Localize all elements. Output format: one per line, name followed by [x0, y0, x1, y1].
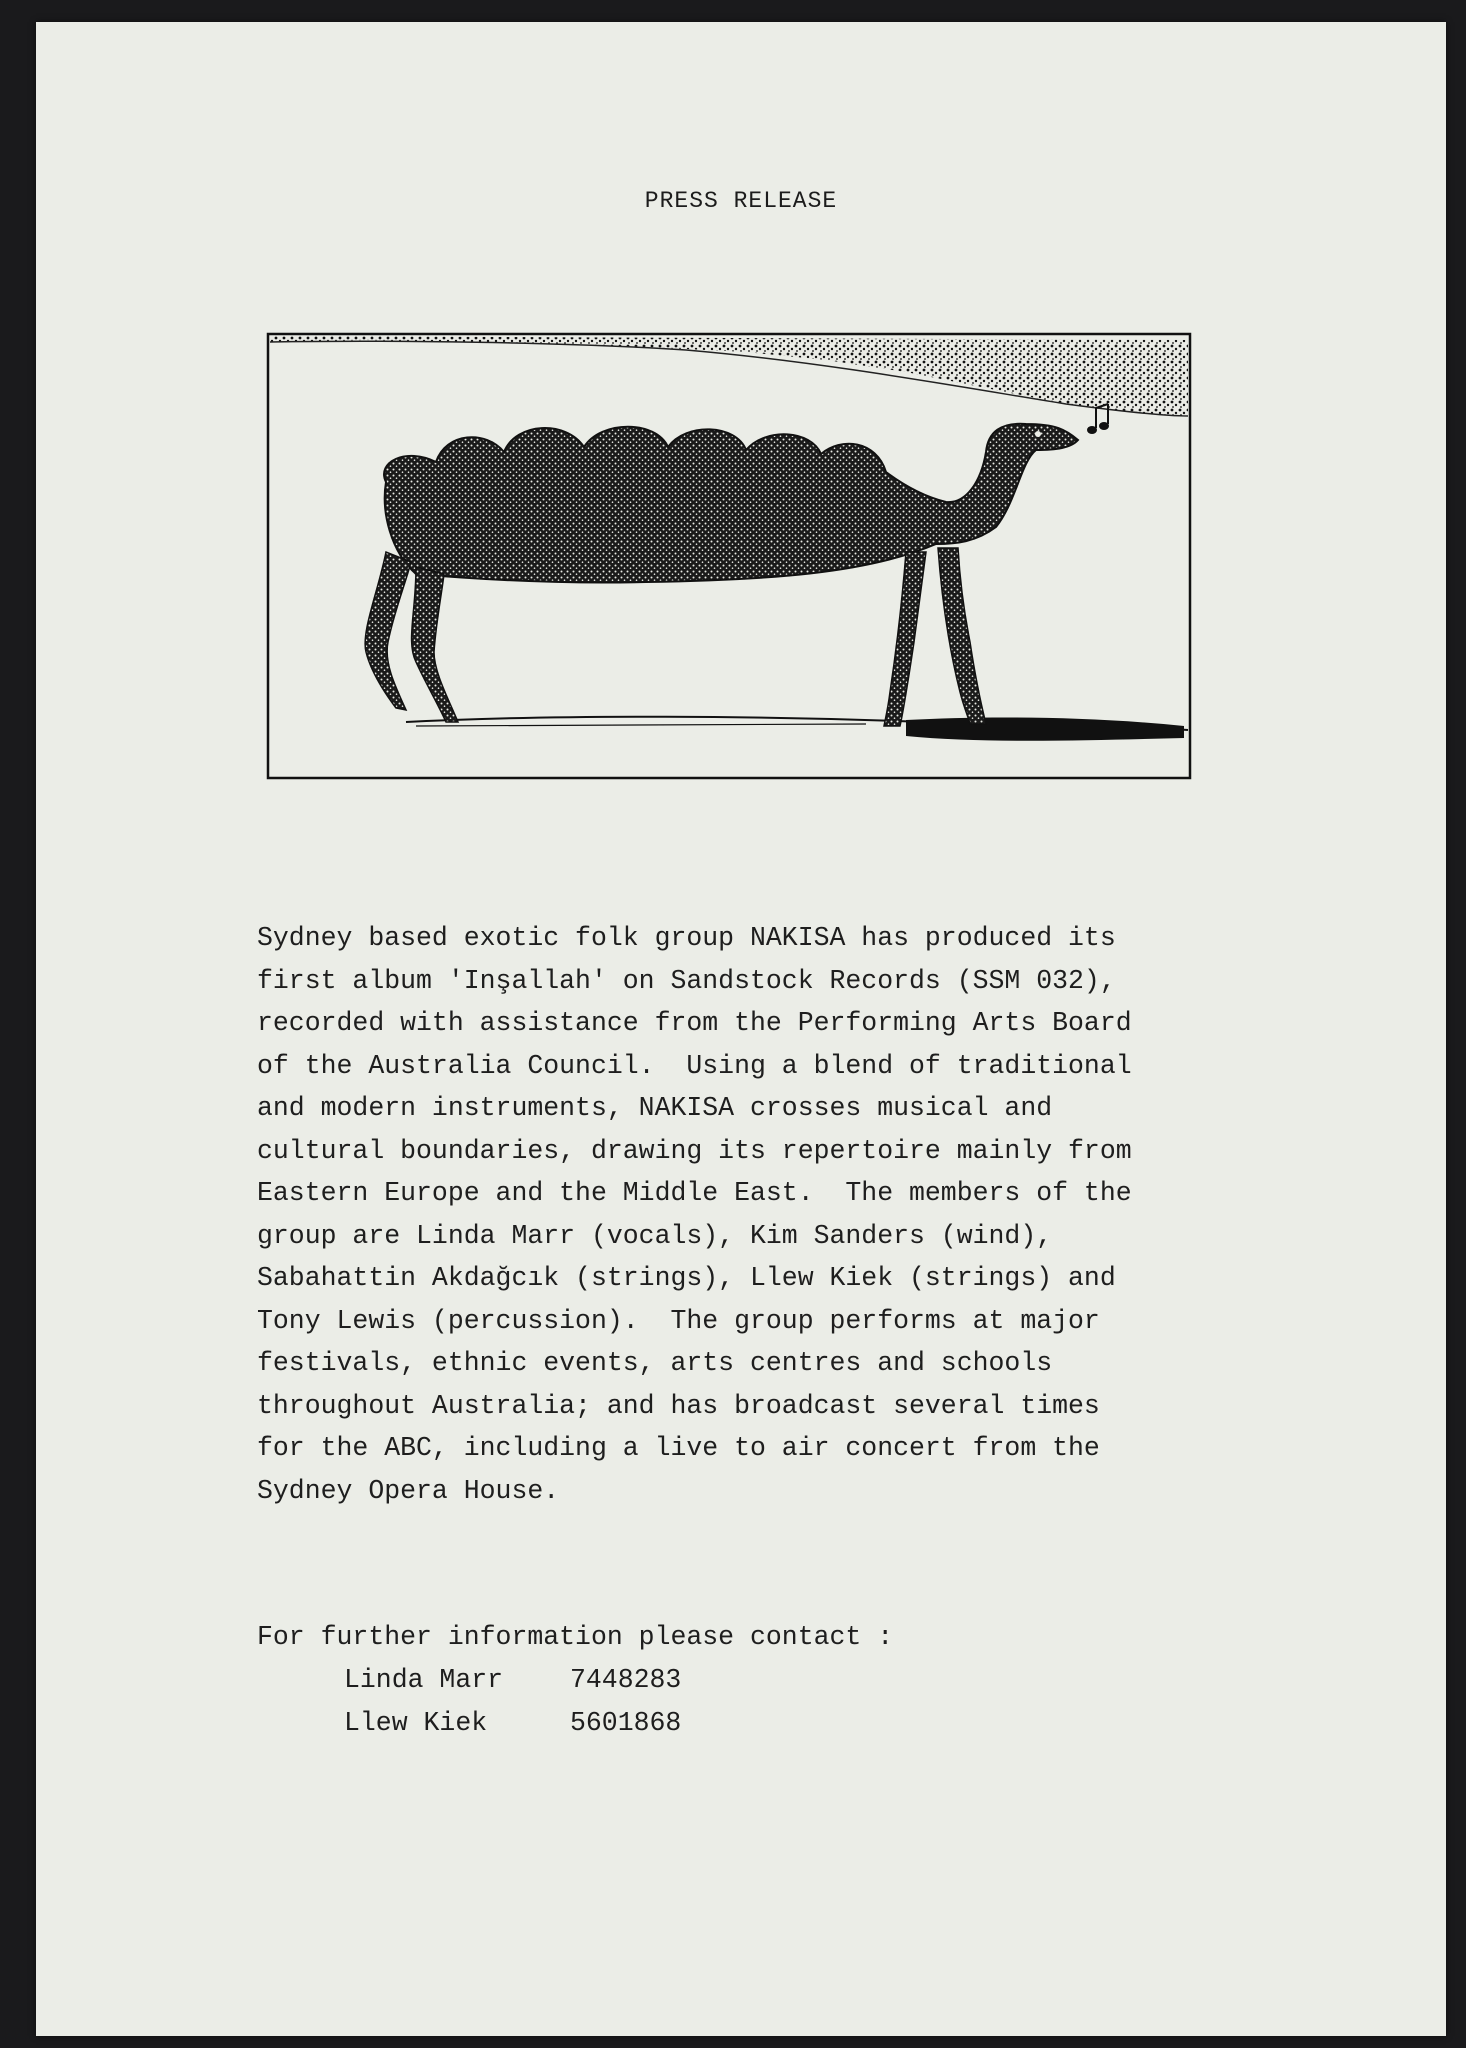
body-line: of the Australia Council. Using a blend of traditional [257, 1050, 1132, 1081]
body-line: throughout Australia; and has broadcast several times [257, 1390, 1100, 1421]
contact-phone: 7448283 [570, 1665, 682, 1695]
body-line: Tony Lewis (percussion). The group performs at major [257, 1305, 1100, 1336]
contact-heading: For further information please contact : [257, 1622, 894, 1652]
contact-name: Llew Kiek [344, 1708, 488, 1738]
body-line: Eastern Europe and the Middle East. The members of the [257, 1178, 1132, 1208]
body-line: Sabahattin Akdağcık (strings), Llew Kiek (strings) and [257, 1263, 1116, 1293]
contact-section [257, 1616, 1157, 1745]
body-line: Sydney based exotic folk group NAKISA has produced its [257, 923, 1116, 953]
contact-row [257, 1659, 1157, 1702]
contact-row [257, 1702, 1157, 1745]
contact-name: Linda Marr [344, 1665, 504, 1695]
body-line: and modern instruments, NAKISA crosses musical and [257, 1093, 1053, 1123]
contact-phone: 5601868 [570, 1708, 682, 1738]
body-line: for the ABC, including a live to air concert from the [257, 1433, 1100, 1463]
press-release-sheet [36, 22, 1446, 2036]
body-line: festivals, ethnic events, arts centres and schools [257, 1348, 1053, 1378]
body-line: first album 'Inşallah' on Sandstock Records (SSM 032), [257, 965, 1116, 996]
body-line: cultural boundaries, drawing its repertoire mainly from [257, 1135, 1132, 1166]
camel-illustration [266, 312, 1192, 782]
body-line: recorded with assistance from the Performing Arts Board [257, 1008, 1132, 1038]
press-release-body [257, 917, 1257, 1512]
body-line: Sydney Opera House. [257, 1475, 560, 1506]
body-line: group are Linda Marr (vocals), Kim Sanders (wind), [257, 1220, 1053, 1251]
page-title: PRESS RELEASE [644, 188, 838, 214]
